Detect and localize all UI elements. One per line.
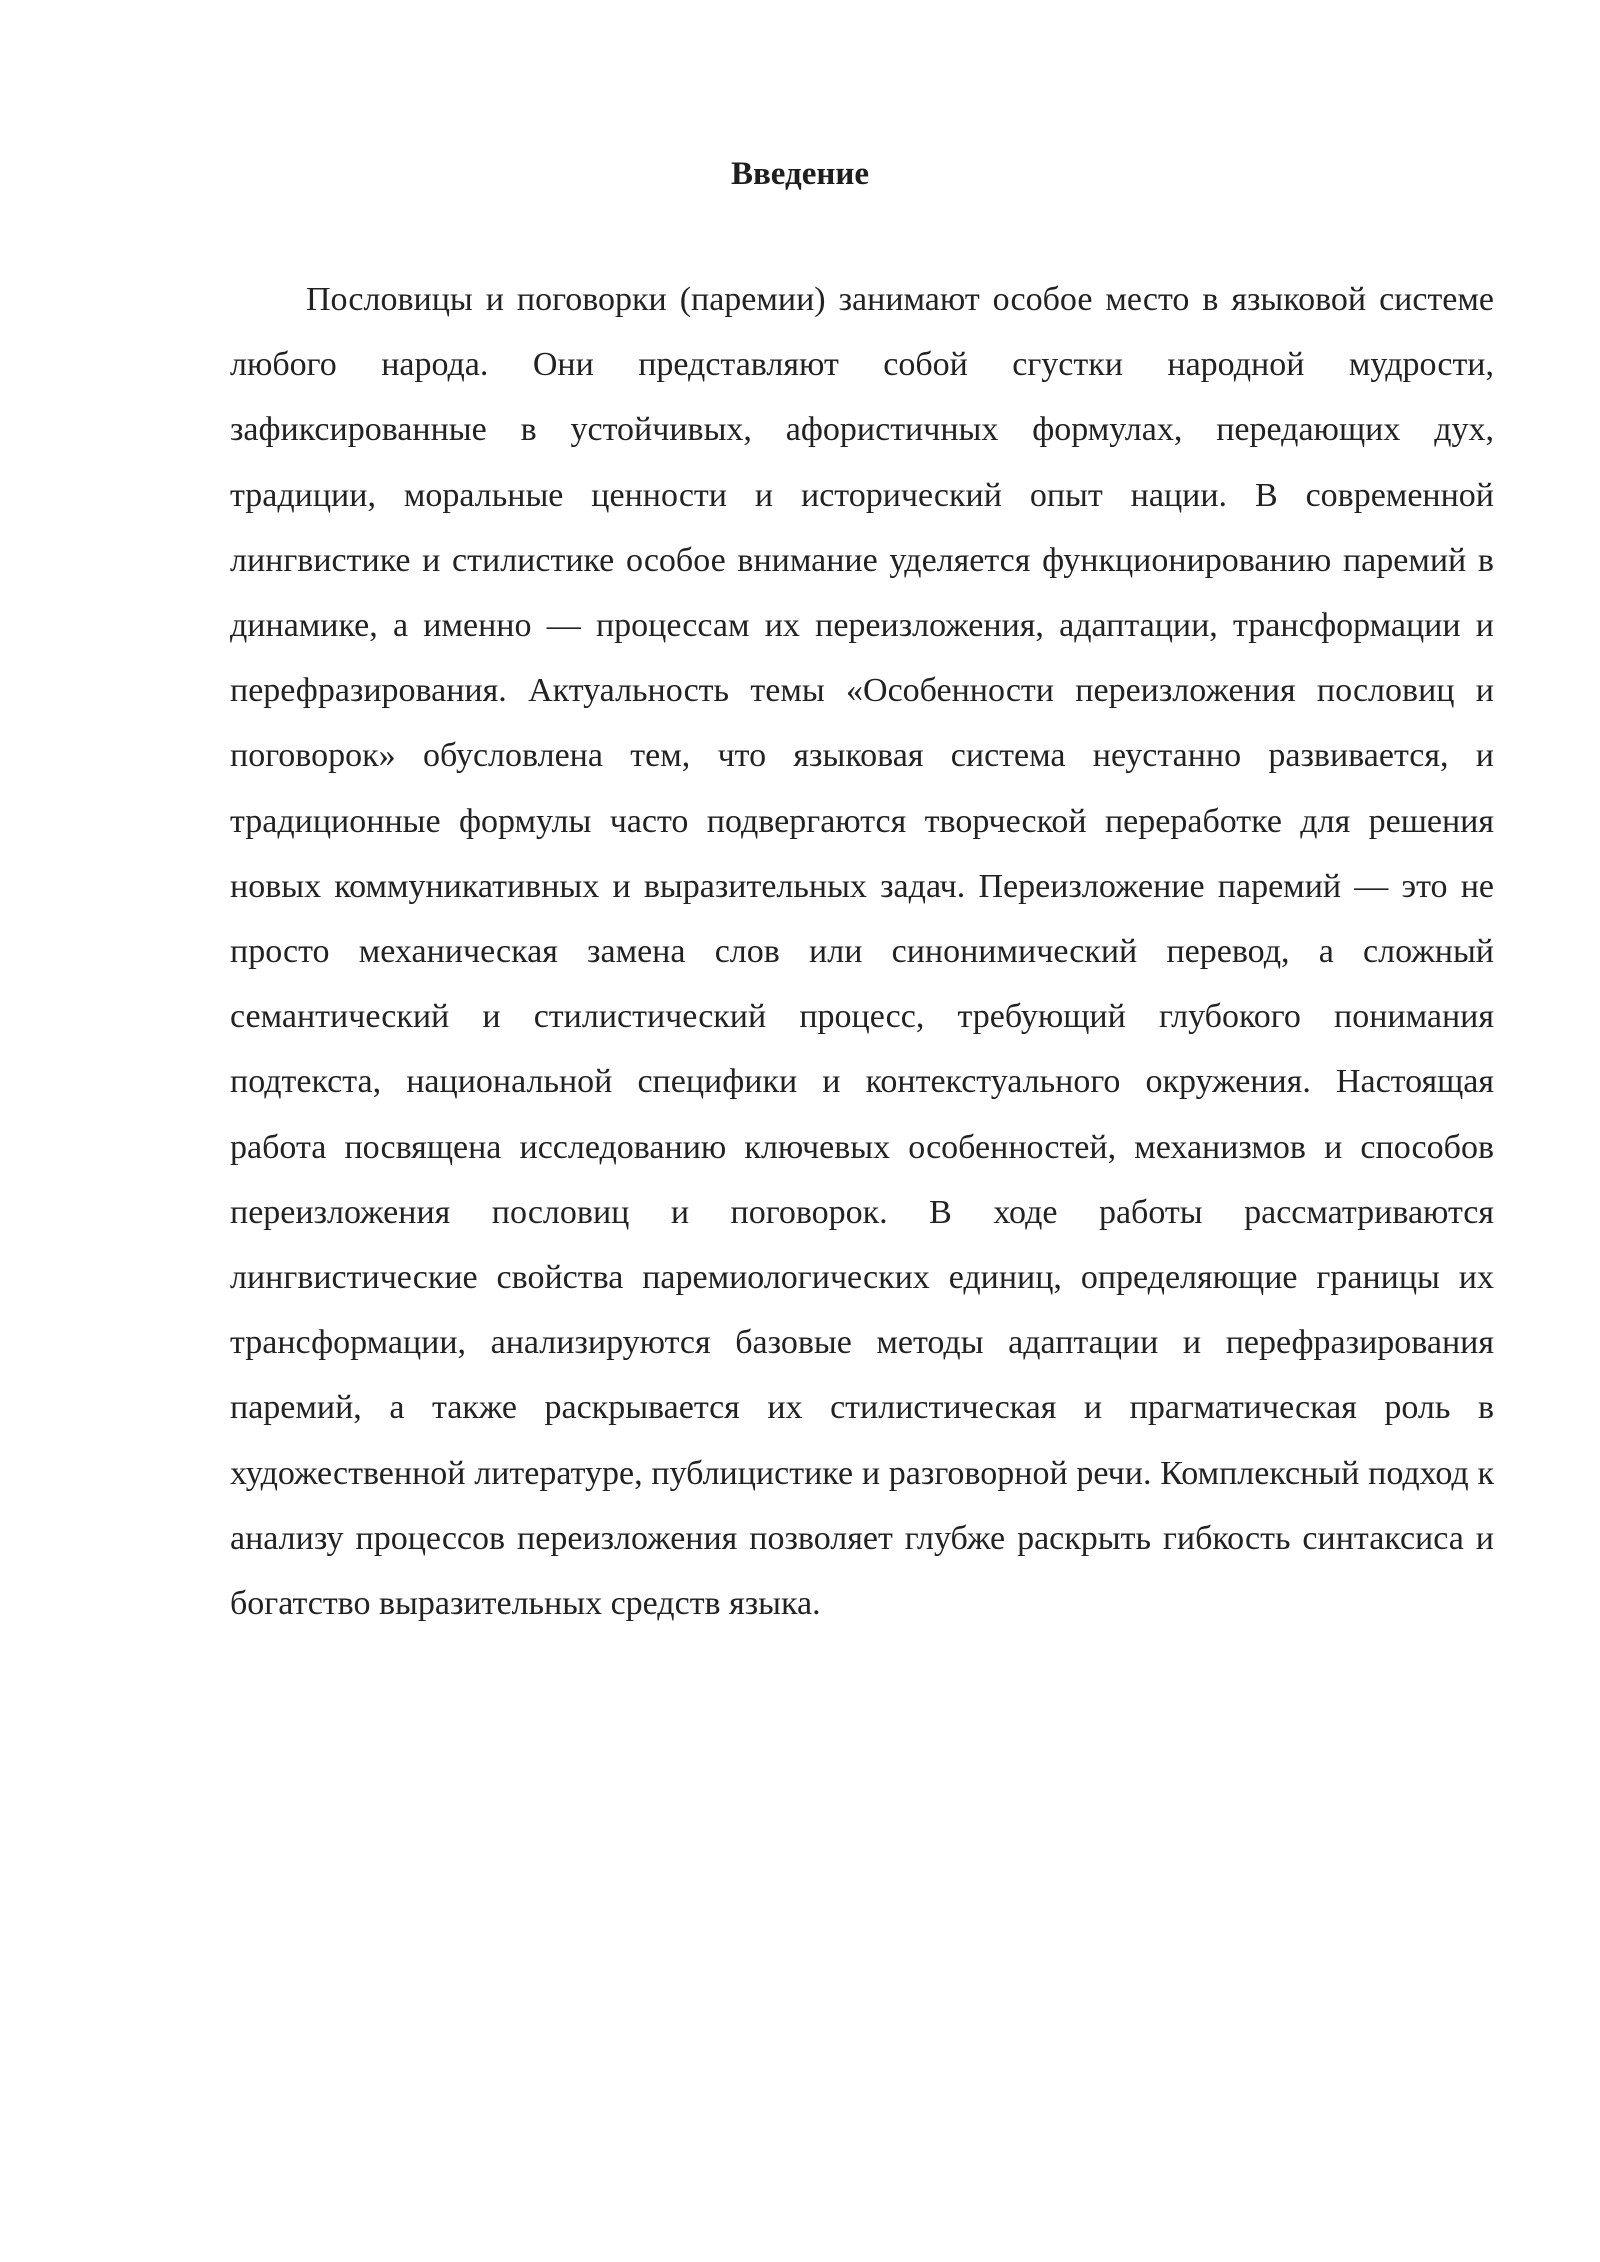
page-title: Введение bbox=[730, 156, 870, 192]
body-paragraph: Пословицы и поговорки (паремии) занимают особое место в языковой системе любого народа. Они представляют собой сгустки народной мудрости, зафиксированные в устойчивых, афористичных формулах, передающих дух, традиции, моральные ценности и исторический опыт нации. В современной лингвистике и стилистике особое внимание уделяется функционированию паремий в динамике, а именно — процессам их переизложения, адаптации, трансформации и перефразирования. Актуальность темы «Особенности переизложения пословиц и поговорок» обусловлена тем, что языковая система неустанно развивается, и традиционные формулы часто подвергаются творческой переработке для решения новых коммуникативных и выразительных задач. Переизложение паремий — это не просто механическая замена слов или синонимический перевод, а сложный семантический и стилистический процесс, требующий глубокого понимания подтекста, национальной специфики и контекстуального окружения. Настоящая работа посвящена исследованию ключевых особенностей, механизмов и способов переизложения пословиц и поговорок. В ходе работы рассматриваются лингвистические свойства паремиологических единиц, определяющие границы их трансформации, анализируются базовые методы адаптации и перефразирования паремий, а также раскрывается их стилистическая и прагматическая роль в художественной литературе, публицистике и разговорной речи. Комплексный подход к анализу процессов переизложения позволяет глубже раскрыть гибкость синтаксиса и богатство выразительных средств языка. bbox=[230, 281, 1494, 1623]
